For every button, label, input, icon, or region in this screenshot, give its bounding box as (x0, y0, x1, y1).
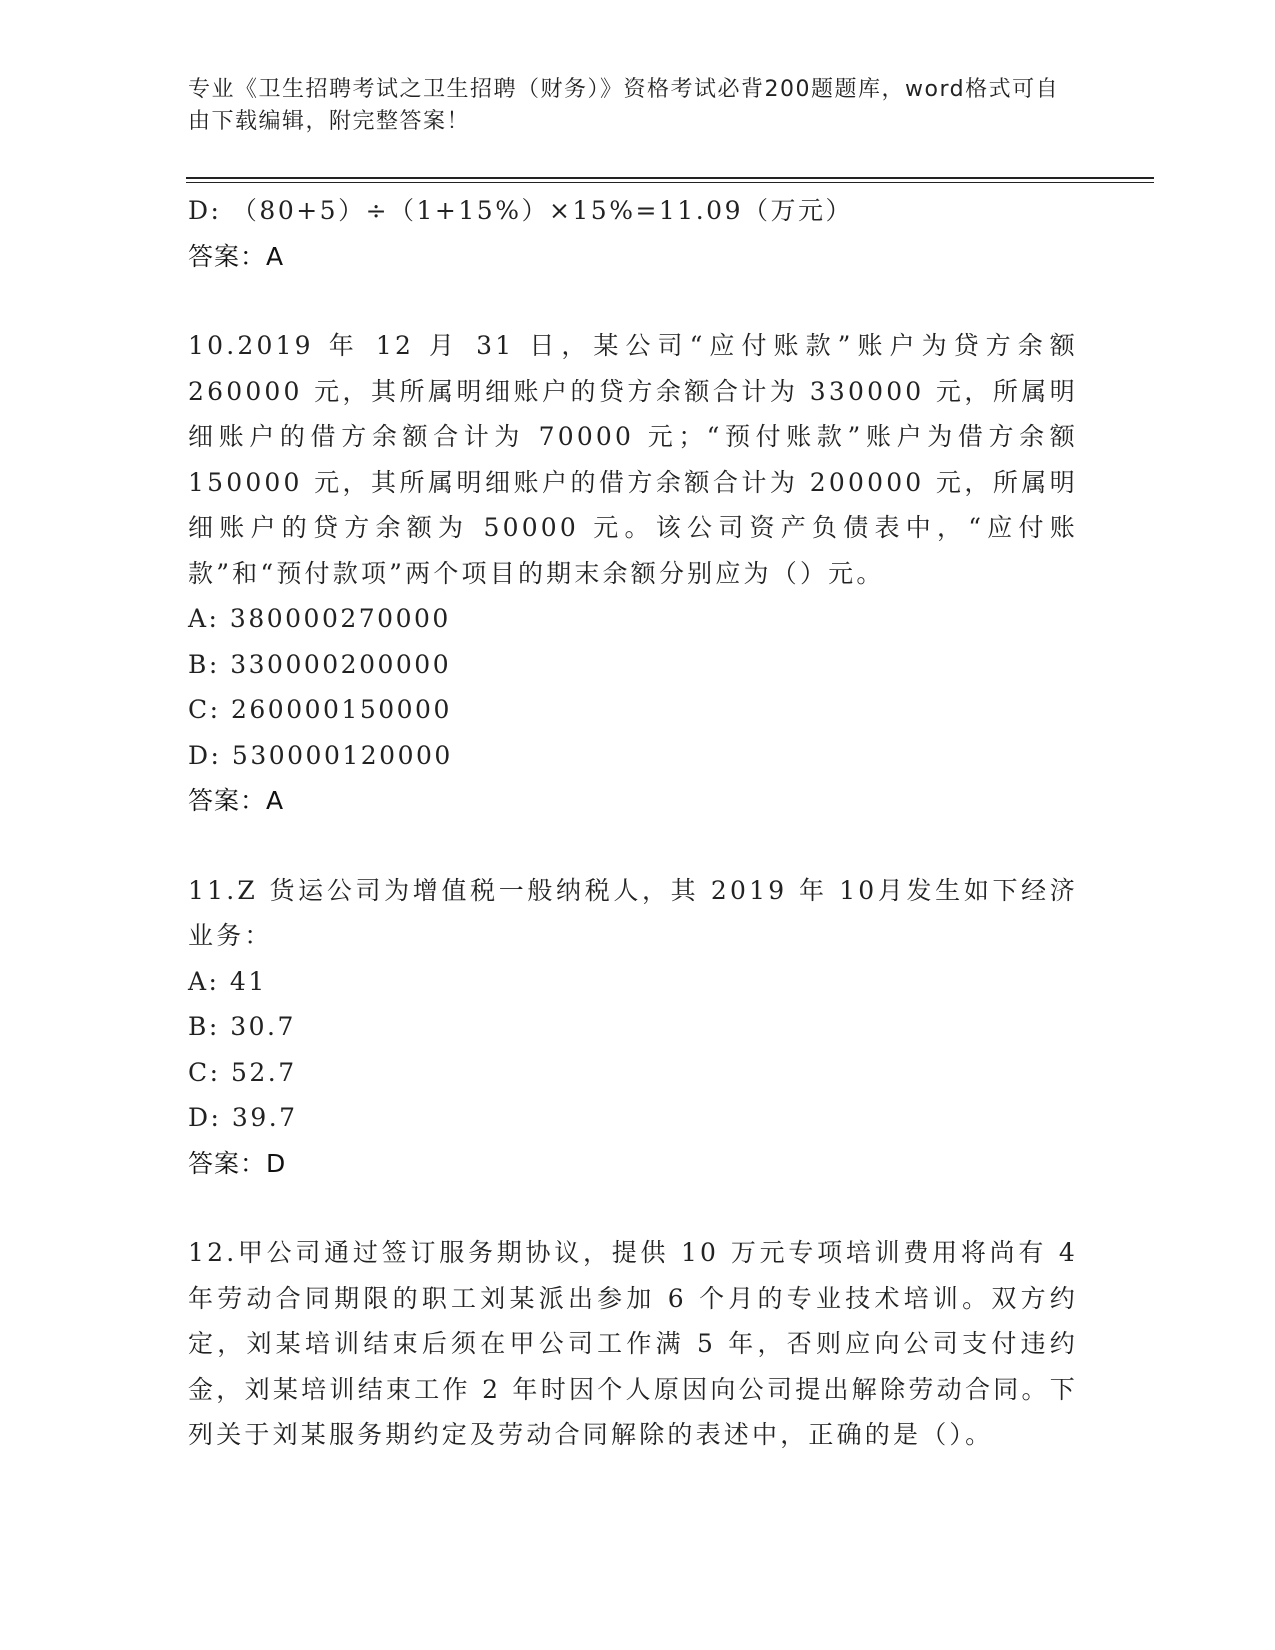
option-c: C: 52.7 (188, 1057, 297, 1087)
header-rule-thick (186, 177, 1154, 179)
prev-question-option-d: D: （80+5）÷（1+15%）×15%=11.09（万元） (188, 196, 853, 225)
option-c: C: 260000150000 (188, 695, 452, 724)
option-a: A: 41 (188, 966, 267, 996)
question-stem: 10.2019 年 12 月 31 日，某公司“应付账款”账户为贷方余额 260000 元，其所属明细账户的贷方余额合计为 330000 元，所属明细账户的借方余额合计为 70000 元；“预付账款”账户为借方余额 150000 元，其所属明细账户的借方余额合计为 200000 元，所属明细账户的贷方余额为 50000 元。该公司资产负债表中，“应付账款”和“预付款项”两个项目的期末余额分别应为（）元。 (188, 331, 1078, 588)
page-content (188, 188, 1078, 1458)
question-11 (188, 868, 1078, 1187)
option-b: B: 30.7 (188, 1012, 296, 1041)
answer-line: 答案：A (188, 786, 285, 815)
spacer (188, 824, 1078, 868)
option-b: B: 330000200000 (188, 649, 452, 679)
question-stem: 12.甲公司通过签订服务期协议，提供 10 万元专项培训费用将尚有 4 年劳动合同期限的职工刘某派出参加 6 个月的专业技术培训。双方约定，刘某培训结束后须在甲公司工作满 5 年，否则应向公司支付违约金，刘某培训结束工作 2 年时因个人原因向公司提出解除劳动合同。下列关于刘某服务期约定及劳动合同解除的表述中，正确的是（）。 (188, 1238, 1078, 1449)
question-12 (188, 1230, 1078, 1458)
prev-question-answer: 答案：A (188, 241, 285, 271)
option-a: A: 380000270000 (188, 604, 451, 633)
option-d: D: 530000120000 (188, 740, 453, 770)
option-d: D: 39.7 (188, 1103, 298, 1132)
answer-line: 答案：D (188, 1148, 287, 1178)
header-rule-thin (186, 182, 1154, 183)
spacer (188, 1186, 1078, 1230)
document-header: 专业《卫生招聘考试之卫生招聘（财务）》资格考试必背200题题库，word格式可自由下载编辑，附完整答案！ (188, 77, 1060, 134)
question-stem: 11.Z 货运公司为增值税一般纳税人，其 2019 年 10月发生如下经济业务： (188, 875, 1078, 950)
spacer (188, 279, 1078, 323)
question-10 (188, 323, 1078, 824)
